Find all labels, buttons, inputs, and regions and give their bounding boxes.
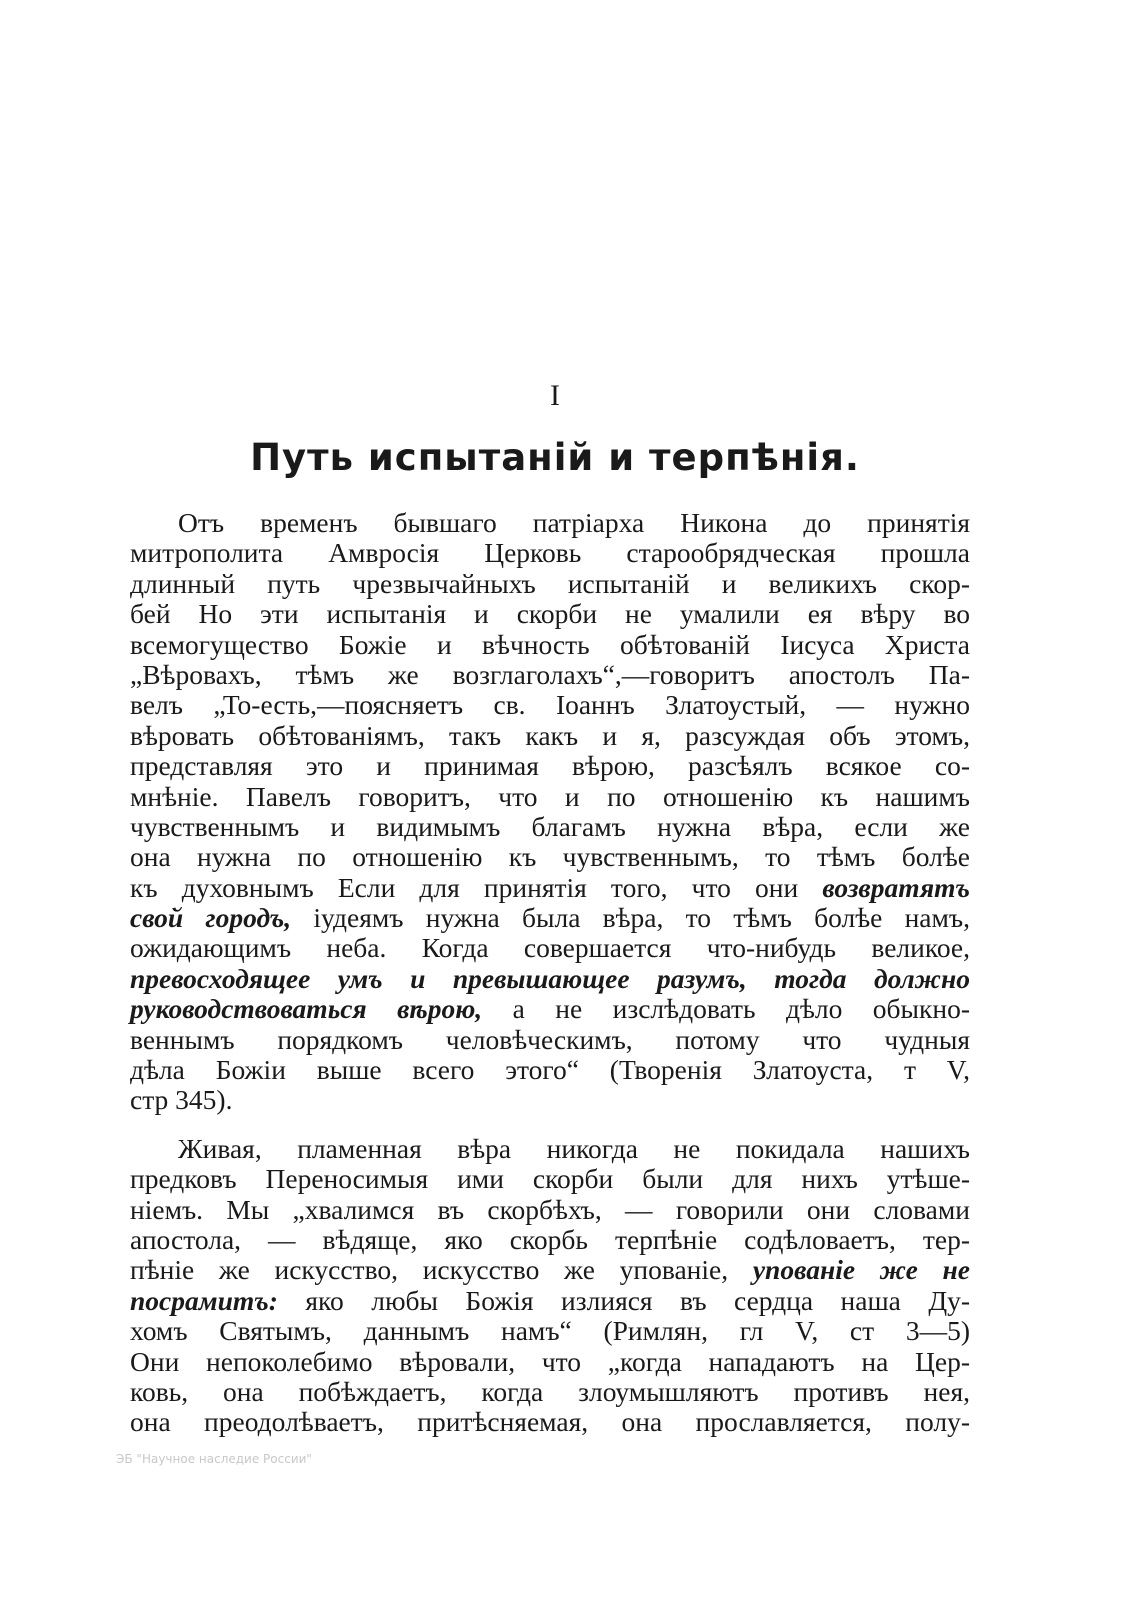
text-run: веннымъ порядкомъ человѣческимъ, потому что чудныя xyxy=(130,1023,970,1055)
text-line xyxy=(130,1286,970,1316)
text-run: дѣла Божіи выше всего этого“ (Творенія Златоуста, т V, xyxy=(130,1054,970,1086)
text-line xyxy=(130,1407,970,1437)
text-line xyxy=(130,873,970,903)
text-line xyxy=(130,1164,970,1194)
text-line xyxy=(130,1085,970,1115)
text-line xyxy=(130,812,970,842)
text-run: митрополита Амвросія Церковь старообрядческая прошла xyxy=(130,537,970,569)
emphasis-text: посрамитъ: xyxy=(130,1284,278,1316)
text-run: апостола, — вѣдяще, яко скорбь терпѣніе содѣловаетъ, тер- xyxy=(130,1223,970,1255)
text-run: предковъ Переносимыя ими скорби были для нихъ утѣше- xyxy=(130,1163,970,1195)
text-line xyxy=(130,1195,970,1225)
text-line xyxy=(130,630,970,660)
text-run: она нужна по отношенію къ чувственнымъ, то тѣмъ болѣе xyxy=(130,841,970,873)
text-line xyxy=(130,1255,970,1285)
text-line xyxy=(130,1225,970,1255)
text-run: мнѣніе. Павелъ говоритъ, что и по отношенію къ нашимъ xyxy=(130,780,970,812)
text-run: яко любы Божія излияся въ сердца наша Ду- xyxy=(277,1284,970,1316)
text-line xyxy=(130,1347,970,1377)
emphasis-text: упованіе же не xyxy=(752,1254,971,1286)
text-line xyxy=(130,508,970,538)
text-line xyxy=(130,721,970,751)
text-line xyxy=(130,782,970,812)
paragraph xyxy=(130,1134,970,1438)
text-line xyxy=(130,1377,970,1407)
text-run: а не изслѣдовать дѣло обыкно- xyxy=(482,993,970,1025)
emphasis-text: превосходящее умъ и превышающее разумъ, тогда должно xyxy=(130,962,970,994)
text-line xyxy=(130,1316,970,1346)
text-run: Они непоколебимо вѣровали, что „когда нападаютъ на Цер- xyxy=(130,1345,970,1377)
emphasis-text: свой городъ, xyxy=(130,902,292,934)
chapter-title: Путь испытаній и терпѣнія. xyxy=(250,436,860,479)
text-line xyxy=(130,964,970,994)
paragraph xyxy=(130,508,970,1116)
paragraph-gap xyxy=(130,1116,970,1134)
text-run: пѣніе же искусство, искусство же упованіе, xyxy=(130,1254,753,1286)
text-run: представляя это и принимая вѣрою, разсѣялъ всякое со- xyxy=(130,750,970,782)
text-run: всемогущество Божіе и вѣчность обѣтованій Іисуса Христа xyxy=(130,628,970,660)
text-line xyxy=(130,933,970,963)
text-line xyxy=(130,690,970,720)
watermark: ЭБ "Научное наследие России" xyxy=(116,1452,312,1466)
text-line xyxy=(130,1025,970,1055)
text-run: ніемъ. Мы „хвалимся въ скорбѣхъ, — говорили они словами xyxy=(130,1193,970,1225)
body-text xyxy=(130,508,970,1438)
text-run: къ духовнымъ Если для принятія того, что они xyxy=(130,871,823,903)
text-run: ковь, она побѣждаетъ, когда злоумышляютъ противъ нея, xyxy=(130,1375,970,1407)
text-run: чувственнымъ и видимымъ благамъ нужна вѣра, если же xyxy=(130,810,970,842)
text-line xyxy=(130,660,970,690)
text-line xyxy=(130,538,970,568)
text-run: велъ „То-есть,—поясняетъ св. Іоаннъ Златоустый, — нужно xyxy=(130,689,970,721)
text-line xyxy=(130,569,970,599)
text-line xyxy=(130,842,970,872)
text-run: хомъ Святымъ, даннымъ намъ“ (Римлян, гл V, ст 3—5) xyxy=(130,1315,970,1347)
text-run: стр 345). xyxy=(130,1084,233,1116)
text-line xyxy=(130,1134,970,1164)
text-line xyxy=(130,599,970,629)
text-run: вѣровать обѣтованіямъ, такъ какъ и я, разсуждая объ этомъ, xyxy=(130,719,970,751)
text-run: она преодолѣваетъ, притѣсняемая, она прославляется, полу- xyxy=(130,1406,970,1438)
emphasis-text: руководствоваться вѣрою, xyxy=(130,993,483,1025)
text-run: ожидающимъ неба. Когда совершается что-нибудь великое, xyxy=(130,932,970,964)
text-run: „Вѣровахъ, тѣмъ же возглаголахъ“,—говоритъ апостолъ Па- xyxy=(130,658,970,690)
text-run: бей Но эти испытанія и скорби не умалили ея вѣру во xyxy=(130,598,970,630)
chapter-number: I xyxy=(550,379,560,412)
text-run: іудеямъ нужна была вѣра, то тѣмъ болѣе намъ, xyxy=(291,902,971,934)
text-line xyxy=(130,1055,970,1085)
text-line xyxy=(130,903,970,933)
text-line xyxy=(130,751,970,781)
text-line xyxy=(130,994,970,1024)
emphasis-text: возвратятъ xyxy=(822,871,970,903)
text-run: длинный путь чрезвычайныхъ испытаній и великихъ скор- xyxy=(130,567,970,599)
text-run: Живая, пламенная вѣра никогда не покидала нашихъ xyxy=(178,1132,970,1164)
text-run: Отъ временъ бывшаго патріарха Никона до принятія xyxy=(178,507,970,538)
